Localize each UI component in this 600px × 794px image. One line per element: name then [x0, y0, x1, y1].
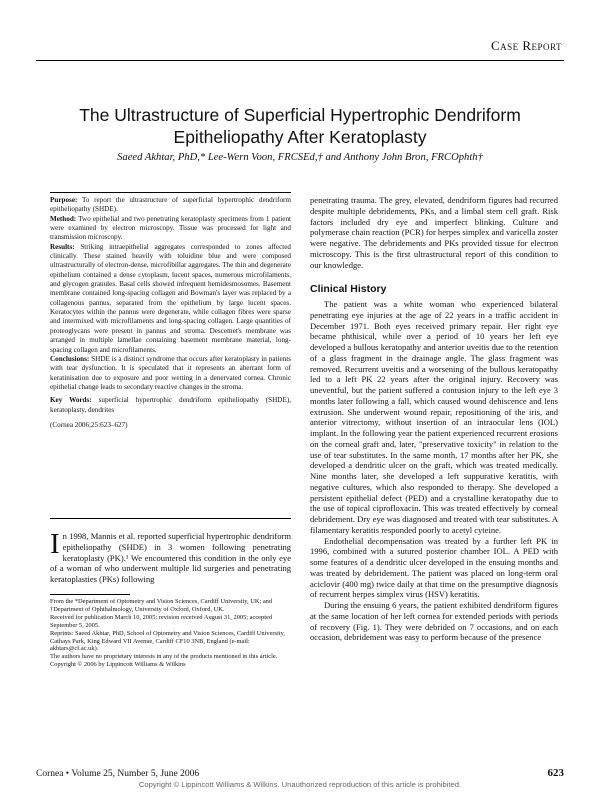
footnotes — [50, 598, 291, 669]
abstract-bottom-rule — [50, 518, 291, 519]
purpose-text: To report the ultrastructure of superficial hypertrophic dendriform epitheliopathy (SHDE). — [50, 196, 291, 214]
abstract-conclusions — [50, 355, 291, 392]
results-text: Striking intraepithelial aggregates corresponded to zones affected clinically. These stained heavily with toluidine blue and were composed ultrastructurally of electron-dense, microfibillar aggregates. The thin and degenerate epithelium contained a dense cytoplasm, lucent spaces, numerous microfilaments, and glycogen granules. Basal cells showed infrequent hemidesmosomes. Basement membrane contained long-spacing collagen and Bowman's layer was replaced by a collagenous pannus, separated from the epithelium by large lucent spaces. Keratocytes within the pannus were degenerate, while collagen fibres were sparse and intermixed with microfilaments and long-spacing collagen. Large quantities of proteoglycans were present in pannus and stroma. Descemet's membrane was arranged in multiple lamellae containing basement membrane material, long-spacing collagen and microfilaments. — [50, 242, 291, 354]
intro-text: n 1998, Mannis et al. reported superficial hypertrophic dendriform epitheliopathy (SHDE) in 3 women following penetrating keratoplasty (PK).¹ We encountered this condition in the only eye of a woman of who underwent multiple lid surgeries and penetrating keratoplasties (PKs) following — [50, 531, 291, 585]
journal-footer: Cornea • Volume 25, Number 5, June 2006 — [36, 769, 200, 779]
abstract-top-rule — [50, 192, 291, 193]
author-list: Saeed Akhtar, PhD,* Lee-Wern Voon, FRCSEd,† and Anthony John Bron, FRCOphth† — [117, 152, 483, 163]
footnote-interests: The authors have no proprietary interests in any of the products mentioned in this article. — [50, 653, 278, 661]
footnote-rule — [50, 594, 130, 595]
section-heading: Clinical History — [310, 283, 387, 296]
conclusions-label: Conclusions: — [50, 354, 90, 363]
abstract-purpose — [50, 196, 291, 215]
footnote-affiliations: From the *Department of Optometry and Vision Sciences, Cardiff University, UK; and †Department of Ophthalmology, University of Oxford, Oxford, UK. — [50, 598, 273, 613]
drop-cap: I — [50, 528, 60, 560]
keywords — [50, 396, 291, 415]
abstract — [50, 196, 291, 430]
right-paragraph-2: The patient was a white woman who experienced bilateral penetrating eye injuries at the age of 22 years in a traffic accident in December 1971. Both eyes received primary repair. Her right eye became phthisical, while over a period of 10 years her left eye developed a bullous keratopathy and anterior uveitis due to the retention of a glass fragment in the drainage angle. The glass fragment was removed. Recurrent uveitis and a worsening of the bullous keratopathy led to a left PK 22 years after the original injury. Recovery was uneventful, but the patient suffered a contusion injury to the left eye 3 months later following a fall, which caused wound dehiscence and lens extrusion. She underwent wound repair, repositioning of the iris, and anterior vitrectomy, without insertion of an intraocular lens (IOL) implant. In the following year the patient experienced recurrent erosions on the corneal graft and, later, "preservative toxicity" in relation to the use of tear substitutes. In the same month, 17 months after her PK, she developed a dendritic ulcer on the graft, which was treated medically. Nine months later, she developed a left suppurative keratitis, with negative cultures, which also responded to therapy. She developed a persistent epithelial defect (PED) and a crystalline keratopathy due to the use of topical ciprofloxacin. This was treated effectively by corneal debridement. Dry eye was diagnosed and treated with tear substitutes. A filamentary keratitis responded poorly to acetyl cyteine. — [310, 299, 558, 535]
method-text: Two epithelial and two penetrating keratoplasty specimens from 1 patient were examined by electron microscopy. Tissue was processed for light and transmission microscopy. — [50, 214, 291, 242]
results-label: Results: — [50, 242, 75, 251]
intro-paragraph — [50, 528, 291, 585]
purpose-label: Purpose: — [50, 196, 78, 204]
method-label: Method: — [50, 214, 77, 223]
section-label: Case Report — [490, 38, 562, 53]
copyright-notice: Copyright © Lippincott Williams & Wilkins. Unauthorized reproduction of this article is prohibited. — [138, 780, 462, 789]
right-column — [310, 195, 558, 643]
abstract-method — [50, 215, 291, 243]
citation: (Cornea 2006;25:623–627) — [50, 420, 128, 429]
footnote-copyright: Copyright © 2006 by Lippincott Williams & Wilkins — [50, 661, 186, 669]
footnote-reprints: Reprints: Saeed Akhtar, PhD, School of Optometry and Vision Sciences, Cardiff University, Cathays Park, King Edward VII Avenue, Cardiff CF10 3NB, England (e-mail: akhtars@cf.ac.uk). — [50, 629, 285, 653]
abstract-results — [50, 243, 291, 355]
header-rule — [36, 60, 564, 61]
keywords-text: superficial hypertrophic dendriform epitheliopathy (SHDE), keratoplasty, dendrites — [50, 396, 291, 414]
keywords-label: Key Words: — [50, 396, 92, 405]
conclusions-text: SHDE is a distinct syndrome that occurs after keratoplasty in patients with tear dysfunction. It is speculated that it represents an aberrant form of keratinisation due to exposure and poor wetting in a denervated cornea. Chronic epithelial change leads to secondary reactive changes in the stroma. — [50, 354, 291, 391]
page-number: 623 — [547, 767, 564, 779]
right-paragraph-4: During the ensuing 6 years, the patient exhibited dendriform figures at the same location of her left cornea for extended periods with periods of recovery (Fig. 1). They were debrided on 7 occasions, and on each occasion, debridement was easy to perform because of the presence — [310, 600, 558, 643]
article-title: The Ultrastructure of Superficial Hypertrophic Dendriform Epitheliopathy After Keratoplasty — [79, 105, 521, 147]
right-paragraph-3: Endothelial decompensation was treated by a further left PK in 1996, combined with a sutured posterior chamber IOL. A PED with some features of a dendritic ulcer developed in the ensuing months and was treated by debridement. The patient was placed on long-term oral aciclovir (400 mg) twice daily at that time on the presumptive diagnosis of recurrent herpes simplex virus (HSV) keratitis. — [310, 535, 558, 600]
footnote-dates: Received for publication March 10, 2005; revision received August 31, 2005; accepted September 5, 2005. — [50, 613, 273, 629]
right-paragraph-1: penetrating trauma. The grey, elevated, dendriform figures had recurred despite multiple debridements, PKs, and a limbal stem cell graft. Risk factors included dry eye and imperfect blinking. Culture and polymerase chain reaction (PCR) for herpes simplex and varicella zoster were negative. The debridements and PKs provided tissue for electron microscopy. This is the first ultrastructural report of this condition to our knowledge. — [310, 195, 559, 270]
